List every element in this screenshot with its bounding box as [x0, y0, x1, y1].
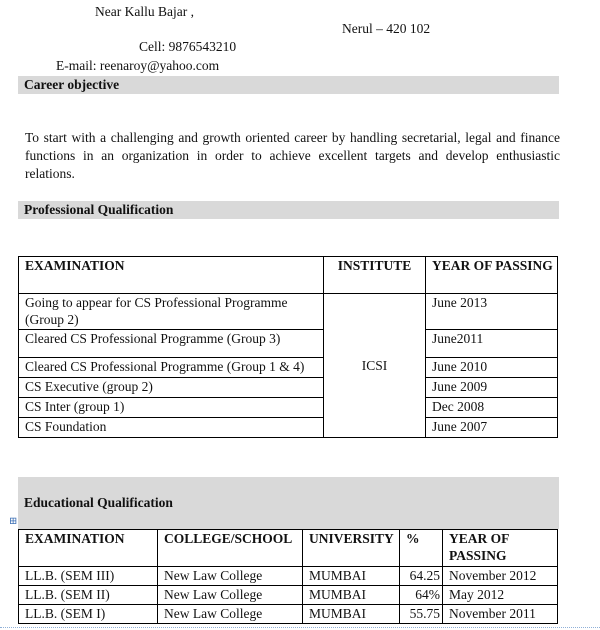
- table-anchor-icon: ⊞: [9, 516, 18, 527]
- professional-qualification-heading: Professional Qualification: [18, 201, 559, 219]
- col-year-of-passing: YEAR OF PASSING: [426, 257, 558, 294]
- exam-cell: LL.B. (SEM II): [19, 586, 158, 605]
- percent-cell: 64%: [400, 586, 443, 605]
- educational-qualification-heading: Educational Qualification: [18, 477, 559, 529]
- year-cell: May 2012: [443, 586, 558, 605]
- university-cell: MUMBAI: [303, 605, 400, 624]
- college-cell: New Law College: [158, 586, 303, 605]
- table-row: [19, 418, 558, 438]
- college-cell: New Law College: [158, 567, 303, 586]
- college-cell: New Law College: [158, 605, 303, 624]
- col-university: UNIVERSITY: [303, 530, 400, 567]
- table-header-row: [19, 530, 558, 567]
- col-examination: EXAMINATION: [19, 530, 158, 567]
- table-row: [19, 294, 558, 330]
- table-row: [19, 378, 558, 398]
- year-cell: June2011: [426, 330, 558, 358]
- year-cell: June 2010: [426, 358, 558, 378]
- table-row: [19, 586, 558, 605]
- exam-cell: Cleared CS Professional Programme (Group 3): [19, 330, 324, 358]
- career-objective-text: To start with a challenging and growth oriented career by handling secretarial, legal and finance functions in an organization in order to achieve excellent targets and develop enthusiastic relations.: [25, 130, 560, 181]
- table-row: [19, 358, 558, 378]
- institute-cell: ICSI: [324, 294, 426, 438]
- table-row: [19, 398, 558, 418]
- educational-qualification-table: [18, 529, 558, 624]
- year-cell: June 2007: [426, 418, 558, 438]
- email-line: E-mail: reenaroy@yahoo.com: [56, 58, 220, 73]
- percent-cell: 64.25: [400, 567, 443, 586]
- col-college-school: COLLEGE/SCHOOL: [158, 530, 303, 567]
- university-cell: MUMBAI: [303, 567, 400, 586]
- col-institute: INSTITUTE: [324, 257, 426, 294]
- exam-cell: LL.B. (SEM I): [19, 605, 158, 624]
- exam-cell: CS Executive (group 2): [19, 378, 324, 398]
- phone-line: Cell: 9876543210: [139, 39, 237, 54]
- col-percent: %: [400, 530, 443, 567]
- professional-qualification-table: [18, 256, 558, 438]
- table-row: [19, 605, 558, 624]
- exam-cell: CS Foundation: [19, 418, 324, 438]
- career-objective-heading: Career objective: [18, 76, 559, 94]
- table-row: [19, 567, 558, 586]
- table-row: [19, 330, 558, 358]
- year-cell: November 2012: [443, 567, 558, 586]
- col-year-of-passing: YEAR OF PASSING: [443, 530, 558, 567]
- year-cell: June 2009: [426, 378, 558, 398]
- address-line: Near Kallu Bajar ,: [95, 4, 194, 19]
- page-boundary-line: [0, 627, 600, 628]
- university-cell: MUMBAI: [303, 586, 400, 605]
- exam-cell: LL.B. (SEM III): [19, 567, 158, 586]
- exam-cell: CS Inter (group 1): [19, 398, 324, 418]
- exam-cell: Cleared CS Professional Programme (Group 1 & 4): [19, 358, 324, 378]
- exam-cell: Going to appear for CS Professional Programme (Group 2): [19, 294, 324, 330]
- year-cell: November 2011: [443, 605, 558, 624]
- year-cell: Dec 2008: [426, 398, 558, 418]
- col-examination: EXAMINATION: [19, 257, 324, 294]
- city-line: Nerul – 420 102: [342, 21, 431, 36]
- percent-cell: 55.75: [400, 605, 443, 624]
- year-cell: June 2013: [426, 294, 558, 330]
- table-header-row: [19, 257, 558, 294]
